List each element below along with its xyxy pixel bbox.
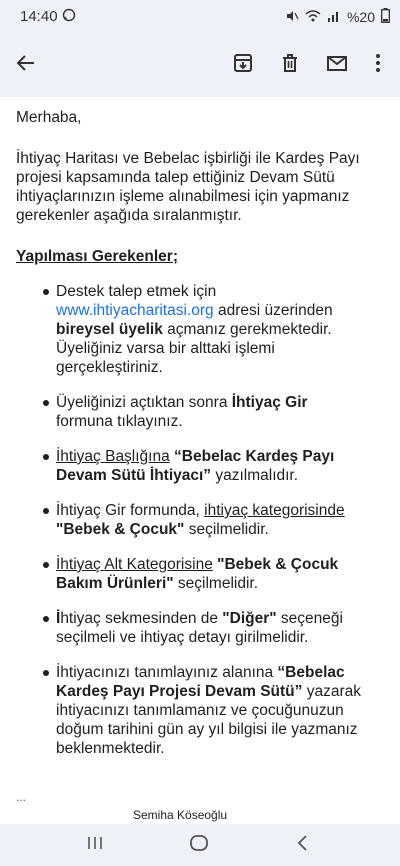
email-body bbox=[16, 104, 388, 774]
intro-paragraph: İhtiyaç Haritası ve Bebelac işbirliği ile Kardeş Payı projesi kapsamında talep ettiğiniz Devam Sütü ihtiyaçlarınızın işleme alınabilmesi için yapmanız gerekenler aşağıda sıralanmıştır. bbox=[16, 150, 360, 224]
item-underlined: ihtiyaç kategorisinde bbox=[204, 502, 345, 519]
app-bar bbox=[0, 38, 400, 88]
back-icon[interactable] bbox=[296, 834, 310, 857]
section-title: Yapılması Gerekenler; bbox=[16, 248, 178, 265]
item-bold: İ bbox=[56, 610, 61, 627]
top-area bbox=[0, 0, 400, 97]
list-item bbox=[56, 393, 366, 431]
item-bold: "Bebek & Çocuk Bakım Ürünleri" bbox=[56, 556, 339, 592]
list-item bbox=[56, 447, 366, 485]
list-item bbox=[56, 663, 366, 758]
item-bold: “Bebelac Kardeş Payı Devam Sütü İhtiyacı” bbox=[56, 448, 335, 484]
list-item bbox=[56, 609, 366, 647]
item-text: formuna tıklayınız. bbox=[56, 413, 183, 430]
whatsapp-icon bbox=[62, 8, 76, 25]
item-text: seçilmelidir. bbox=[184, 521, 269, 538]
recent-apps-icon[interactable] bbox=[86, 834, 104, 857]
item-underlined: İhtiyaç Başlığına bbox=[56, 448, 170, 465]
mute-icon bbox=[285, 9, 299, 26]
archive-icon[interactable] bbox=[228, 48, 258, 78]
trimmed-content-ellipsis[interactable]: ... bbox=[16, 790, 27, 804]
item-text: Üyeliğinizi açtıktan sonra bbox=[56, 394, 232, 411]
home-icon[interactable] bbox=[189, 834, 209, 857]
item-text: seçilmelidir. bbox=[173, 575, 259, 592]
item-text: seçeneği seçilmeli ve ihtiyaç detayı girilmelidir. bbox=[56, 610, 343, 646]
steps-list bbox=[56, 282, 366, 758]
item-text: adresi üzerinden bbox=[213, 302, 333, 319]
website-link[interactable]: www.ihtiyacharitasi.org bbox=[56, 302, 214, 319]
wifi-icon bbox=[305, 9, 321, 26]
greeting: Merhaba, bbox=[16, 109, 82, 126]
status-bar bbox=[0, 0, 400, 30]
item-text: açmanız gerekmektedir. Üyeliğiniz varsa bir alttaki işlemi gerçekleştiriniz. bbox=[56, 321, 332, 376]
item-text: Destek talep etmek için bbox=[56, 283, 217, 300]
item-text: yazarak ihtiyacınızı tanımlamanız ve çocuğunuzun doğum tarihini gün ay yıl bilgisi ile yazmanız beklenmektedir. bbox=[56, 683, 361, 757]
item-bold: bireysel üyelik bbox=[56, 321, 163, 338]
item-bold: "Diğer" bbox=[222, 610, 277, 627]
item-text: yazılmalıdır. bbox=[211, 467, 299, 484]
item-text: İhtiyaç Gir formunda, bbox=[56, 502, 205, 519]
status-time: 14:40 bbox=[20, 8, 58, 25]
list-item bbox=[56, 501, 366, 539]
item-bold: "Bebek & Çocuk" bbox=[56, 521, 185, 538]
trash-icon[interactable] bbox=[275, 48, 305, 78]
item-underlined: İhtiyaç Alt Kategorisine bbox=[56, 556, 213, 573]
item-text: İhtiyacınızı tanımlayınız alanına bbox=[56, 664, 278, 681]
system-nav-bar bbox=[0, 824, 400, 866]
arrow-left-icon[interactable] bbox=[11, 48, 41, 78]
signal-icon bbox=[327, 9, 341, 26]
item-bold: “Bebelac Kardeş Payı Projesi Devam Sütü” bbox=[56, 664, 345, 700]
more-vertical-icon[interactable] bbox=[363, 48, 393, 78]
item-text: htiyaç sekmesinden de bbox=[60, 610, 223, 627]
list-item bbox=[56, 282, 366, 377]
sender-name: Semiha Köseoğlu bbox=[133, 808, 228, 822]
battery-level: %20 bbox=[346, 9, 375, 25]
item-bold: İhtiyaç Gir bbox=[231, 394, 308, 411]
status-right bbox=[285, 8, 390, 26]
mail-icon[interactable] bbox=[322, 48, 352, 78]
list-item bbox=[56, 555, 366, 593]
battery-icon bbox=[381, 8, 390, 26]
